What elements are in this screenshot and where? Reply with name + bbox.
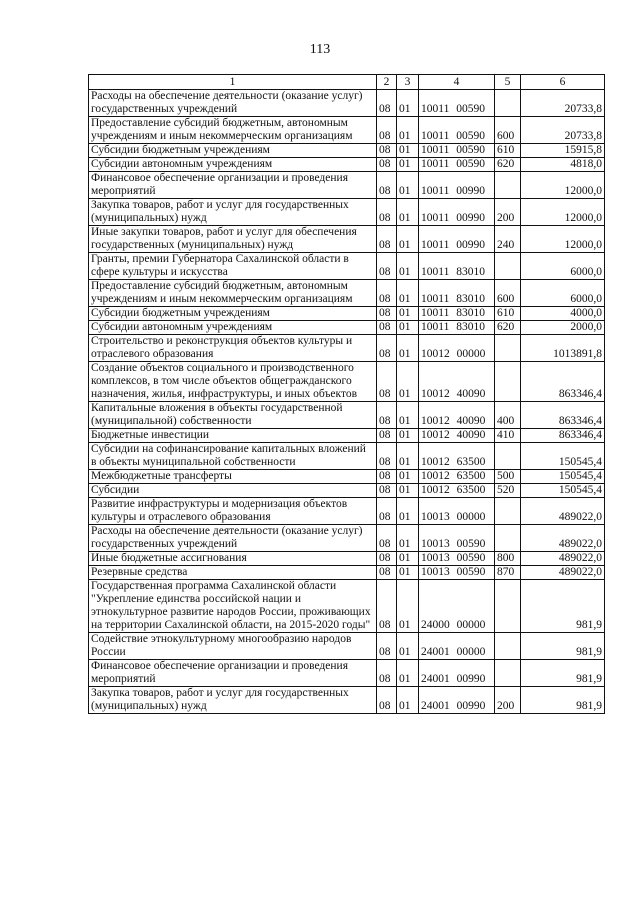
row-target-code-cell: 10012 40090 xyxy=(419,402,495,429)
row-name-cell: Строительство и реконструкция объектов культуры и отраслевого образования xyxy=(89,335,377,362)
row-section-cell: 08 xyxy=(377,660,397,687)
row-section-cell: 08 xyxy=(377,158,397,172)
row-subsection-cell: 01 xyxy=(397,429,419,443)
row-subsection-cell: 01 xyxy=(397,525,419,552)
row-section-cell: 08 xyxy=(377,552,397,566)
table-row xyxy=(89,253,605,280)
row-section-cell: 08 xyxy=(377,172,397,199)
row-subsection-cell: 01 xyxy=(397,280,419,307)
table-row xyxy=(89,172,605,199)
row-target-code-cell: 10011 83010 xyxy=(419,253,495,280)
table-row xyxy=(89,633,605,660)
row-expense-type-cell: 600 xyxy=(495,280,521,307)
row-target-code-cell: 10012 40090 xyxy=(419,362,495,402)
row-target-code-cell: 10011 00590 xyxy=(419,117,495,144)
row-expense-type-cell: 200 xyxy=(495,687,521,714)
row-section-cell: 08 xyxy=(377,484,397,498)
table-row xyxy=(89,335,605,362)
row-amount-cell: 489022,0 xyxy=(521,525,605,552)
row-subsection-cell: 01 xyxy=(397,172,419,199)
row-section-cell: 08 xyxy=(377,566,397,580)
row-subsection-cell: 01 xyxy=(397,470,419,484)
row-name-cell: Создание объектов социального и производственного комплексов, в том числе объектов общегражданского назначения, жилья, инфраструктуры, и иных объектов xyxy=(89,362,377,402)
row-target-code-cell: 10013 00000 xyxy=(419,498,495,525)
row-section-cell: 08 xyxy=(377,443,397,470)
row-section-cell: 08 xyxy=(377,321,397,335)
table-row xyxy=(89,362,605,402)
row-name-cell: Финансовое обеспечение организации и проведения мероприятий xyxy=(89,660,377,687)
row-amount-cell: 489022,0 xyxy=(521,552,605,566)
row-target-code-cell: 10013 00590 xyxy=(419,566,495,580)
table-row xyxy=(89,687,605,714)
row-subsection-cell: 01 xyxy=(397,443,419,470)
row-expense-type-cell xyxy=(495,498,521,525)
row-name-cell: Финансовое обеспечение организации и проведения мероприятий xyxy=(89,172,377,199)
row-amount-cell: 489022,0 xyxy=(521,498,605,525)
row-name-cell: Межбюджетные трансферты xyxy=(89,470,377,484)
row-name-cell: Субсидии автономным учреждениям xyxy=(89,158,377,172)
row-section-cell: 08 xyxy=(377,253,397,280)
table-row xyxy=(89,660,605,687)
row-section-cell: 08 xyxy=(377,199,397,226)
row-name-cell: Предоставление субсидий бюджетным, автономным учреждениям и иным некоммерческим организациям xyxy=(89,280,377,307)
row-amount-cell: 2000,0 xyxy=(521,321,605,335)
row-name-cell: Содействие этнокультурному многообразию народов России xyxy=(89,633,377,660)
row-expense-type-cell xyxy=(495,525,521,552)
row-section-cell: 08 xyxy=(377,90,397,117)
row-subsection-cell: 01 xyxy=(397,484,419,498)
row-name-cell: Расходы на обеспечение деятельности (оказание услуг) государственных учреждений xyxy=(89,90,377,117)
row-subsection-cell: 01 xyxy=(397,402,419,429)
row-subsection-cell: 01 xyxy=(397,660,419,687)
header-cell-6: 6 xyxy=(521,75,605,90)
row-amount-cell: 15915,8 xyxy=(521,144,605,158)
row-expense-type-cell xyxy=(495,253,521,280)
row-target-code-cell: 10011 00590 xyxy=(419,144,495,158)
row-subsection-cell: 01 xyxy=(397,580,419,633)
row-target-code-cell: 10011 83010 xyxy=(419,321,495,335)
row-subsection-cell: 01 xyxy=(397,633,419,660)
row-section-cell: 08 xyxy=(377,280,397,307)
table-row xyxy=(89,580,605,633)
row-name-cell: Субсидии xyxy=(89,484,377,498)
row-subsection-cell: 01 xyxy=(397,158,419,172)
row-target-code-cell: 24001 00000 xyxy=(419,633,495,660)
row-name-cell: Капитальные вложения в объекты государственной (муниципальной) собственности xyxy=(89,402,377,429)
row-name-cell: Закупка товаров, работ и услуг для государственных (муниципальных) нужд xyxy=(89,687,377,714)
row-expense-type-cell xyxy=(495,660,521,687)
row-expense-type-cell: 800 xyxy=(495,552,521,566)
row-expense-type-cell xyxy=(495,443,521,470)
row-amount-cell: 150545,4 xyxy=(521,484,605,498)
budget-table xyxy=(88,74,605,714)
row-section-cell: 08 xyxy=(377,117,397,144)
row-amount-cell: 863346,4 xyxy=(521,362,605,402)
row-amount-cell: 12000,0 xyxy=(521,172,605,199)
row-expense-type-cell: 400 xyxy=(495,402,521,429)
row-target-code-cell: 24001 00990 xyxy=(419,660,495,687)
row-section-cell: 08 xyxy=(377,498,397,525)
header-cell-2: 2 xyxy=(377,75,397,90)
row-subsection-cell: 01 xyxy=(397,307,419,321)
row-section-cell: 08 xyxy=(377,580,397,633)
row-subsection-cell: 01 xyxy=(397,552,419,566)
table-row xyxy=(89,280,605,307)
row-subsection-cell: 01 xyxy=(397,117,419,144)
row-expense-type-cell: 610 xyxy=(495,307,521,321)
row-target-code-cell: 10012 63500 xyxy=(419,470,495,484)
table-row xyxy=(89,158,605,172)
row-name-cell: Расходы на обеспечение деятельности (оказание услуг) государственных учреждений xyxy=(89,525,377,552)
row-target-code-cell: 10011 00990 xyxy=(419,172,495,199)
table-row xyxy=(89,525,605,552)
row-expense-type-cell: 200 xyxy=(495,199,521,226)
header-cell-5: 5 xyxy=(495,75,521,90)
table-row xyxy=(89,90,605,117)
row-amount-cell: 150545,4 xyxy=(521,470,605,484)
row-section-cell: 08 xyxy=(377,429,397,443)
row-target-code-cell: 10011 00590 xyxy=(419,158,495,172)
row-name-cell: Субсидии автономным учреждениям xyxy=(89,321,377,335)
row-target-code-cell: 10012 63500 xyxy=(419,443,495,470)
row-expense-type-cell: 600 xyxy=(495,117,521,144)
row-section-cell: 08 xyxy=(377,362,397,402)
row-section-cell: 08 xyxy=(377,470,397,484)
row-expense-type-cell: 240 xyxy=(495,226,521,253)
table-row xyxy=(89,484,605,498)
row-amount-cell: 6000,0 xyxy=(521,280,605,307)
row-name-cell: Субсидии на софинансирование капитальных вложений в объекты муниципальной собственности xyxy=(89,443,377,470)
row-section-cell: 08 xyxy=(377,687,397,714)
row-target-code-cell: 10013 00590 xyxy=(419,525,495,552)
table-row xyxy=(89,443,605,470)
row-amount-cell: 981,9 xyxy=(521,580,605,633)
row-target-code-cell: 10011 00990 xyxy=(419,199,495,226)
row-expense-type-cell: 520 xyxy=(495,484,521,498)
table-row xyxy=(89,307,605,321)
row-amount-cell: 6000,0 xyxy=(521,253,605,280)
row-subsection-cell: 01 xyxy=(397,144,419,158)
row-name-cell: Иные закупки товаров, работ и услуг для обеспечения государственных (муниципальных) нужд xyxy=(89,226,377,253)
row-name-cell: Иные бюджетные ассигнования xyxy=(89,552,377,566)
table-row xyxy=(89,429,605,443)
row-amount-cell: 4818,0 xyxy=(521,158,605,172)
row-expense-type-cell: 410 xyxy=(495,429,521,443)
table-row xyxy=(89,117,605,144)
row-subsection-cell: 01 xyxy=(397,226,419,253)
row-target-code-cell: 10011 00990 xyxy=(419,226,495,253)
row-subsection-cell: 01 xyxy=(397,566,419,580)
row-amount-cell: 489022,0 xyxy=(521,566,605,580)
row-target-code-cell: 10011 00590 xyxy=(419,90,495,117)
row-amount-cell: 1013891,8 xyxy=(521,335,605,362)
row-subsection-cell: 01 xyxy=(397,321,419,335)
row-name-cell: Бюджетные инвестиции xyxy=(89,429,377,443)
table-row xyxy=(89,470,605,484)
header-cell-1: 1 xyxy=(89,75,377,90)
row-amount-cell: 4000,0 xyxy=(521,307,605,321)
row-amount-cell: 12000,0 xyxy=(521,226,605,253)
row-section-cell: 08 xyxy=(377,307,397,321)
row-section-cell: 08 xyxy=(377,335,397,362)
row-subsection-cell: 01 xyxy=(397,498,419,525)
row-subsection-cell: 01 xyxy=(397,687,419,714)
row-expense-type-cell xyxy=(495,335,521,362)
row-amount-cell: 863346,4 xyxy=(521,402,605,429)
row-target-code-cell: 10011 83010 xyxy=(419,280,495,307)
row-expense-type-cell xyxy=(495,172,521,199)
row-expense-type-cell: 870 xyxy=(495,566,521,580)
row-section-cell: 08 xyxy=(377,402,397,429)
row-amount-cell: 12000,0 xyxy=(521,199,605,226)
table-row xyxy=(89,199,605,226)
row-name-cell: Предоставление субсидий бюджетным, автономным учреждениям и иным некоммерческим организациям xyxy=(89,117,377,144)
row-expense-type-cell: 500 xyxy=(495,470,521,484)
row-target-code-cell: 10012 63500 xyxy=(419,484,495,498)
row-section-cell: 08 xyxy=(377,525,397,552)
row-amount-cell: 20733,8 xyxy=(521,117,605,144)
row-expense-type-cell xyxy=(495,362,521,402)
row-name-cell: Субсидии бюджетным учреждениям xyxy=(89,307,377,321)
table-row xyxy=(89,402,605,429)
table-row xyxy=(89,552,605,566)
row-name-cell: Государственная программа Сахалинской области "Укрепление единства российской нации и этнокультурное развитие народов России, проживающих на территории Сахалинской области, на 2015-2020 годы" xyxy=(89,580,377,633)
row-expense-type-cell xyxy=(495,90,521,117)
row-subsection-cell: 01 xyxy=(397,253,419,280)
row-expense-type-cell: 620 xyxy=(495,321,521,335)
row-target-code-cell: 10013 00590 xyxy=(419,552,495,566)
table-row xyxy=(89,321,605,335)
row-expense-type-cell xyxy=(495,633,521,660)
table-row xyxy=(89,566,605,580)
row-subsection-cell: 01 xyxy=(397,199,419,226)
row-expense-type-cell: 610 xyxy=(495,144,521,158)
table-row xyxy=(89,144,605,158)
row-target-code-cell: 24000 00000 xyxy=(419,580,495,633)
header-cell-4: 4 xyxy=(419,75,495,90)
row-name-cell: Субсидии бюджетным учреждениям xyxy=(89,144,377,158)
row-subsection-cell: 01 xyxy=(397,90,419,117)
row-amount-cell: 150545,4 xyxy=(521,443,605,470)
row-target-code-cell: 10012 00000 xyxy=(419,335,495,362)
row-section-cell: 08 xyxy=(377,144,397,158)
row-name-cell: Резервные средства xyxy=(89,566,377,580)
table-body xyxy=(89,75,605,714)
row-expense-type-cell xyxy=(495,580,521,633)
row-expense-type-cell: 620 xyxy=(495,158,521,172)
row-subsection-cell: 01 xyxy=(397,335,419,362)
row-target-code-cell: 10012 40090 xyxy=(419,429,495,443)
row-section-cell: 08 xyxy=(377,633,397,660)
row-subsection-cell: 01 xyxy=(397,362,419,402)
row-amount-cell: 981,9 xyxy=(521,660,605,687)
row-amount-cell: 20733,8 xyxy=(521,90,605,117)
row-amount-cell: 981,9 xyxy=(521,687,605,714)
page-number: 113 xyxy=(309,42,331,57)
row-name-cell: Закупка товаров, работ и услуг для государственных (муниципальных) нужд xyxy=(89,199,377,226)
table-row xyxy=(89,498,605,525)
row-amount-cell: 863346,4 xyxy=(521,429,605,443)
table-header-row xyxy=(89,75,605,90)
row-name-cell: Гранты, премии Губернатора Сахалинской области в сфере культуры и искусства xyxy=(89,253,377,280)
header-cell-3: 3 xyxy=(397,75,419,90)
row-target-code-cell: 10011 83010 xyxy=(419,307,495,321)
table-row xyxy=(89,226,605,253)
row-section-cell: 08 xyxy=(377,226,397,253)
row-amount-cell: 981,9 xyxy=(521,633,605,660)
row-target-code-cell: 24001 00990 xyxy=(419,687,495,714)
row-name-cell: Развитие инфраструктуры и модернизация объектов культуры и отраслевого образования xyxy=(89,498,377,525)
